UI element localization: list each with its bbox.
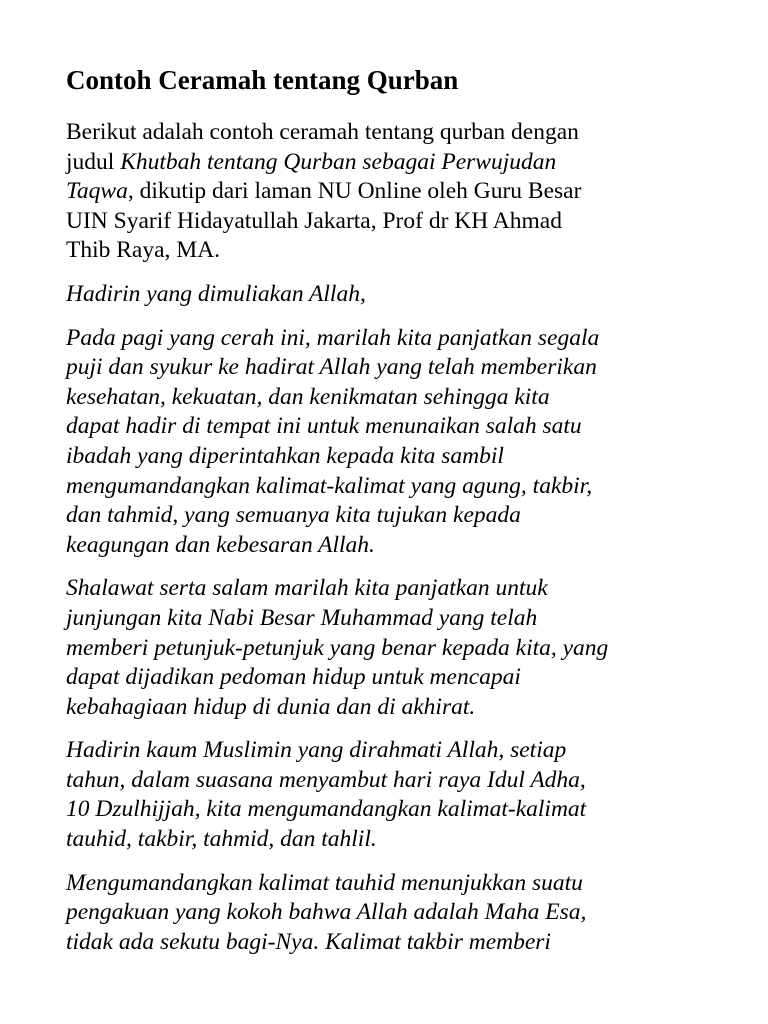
sermon-line: dan tahmid, yang semuanya kita tujukan kepada <box>66 502 521 529</box>
intro-line <box>66 177 704 207</box>
sermon-paragraph <box>66 280 704 310</box>
sermon-paragraph <box>66 869 704 958</box>
intro-line: UIN Syarif Hidayatullah Jakarta, Prof dr KH Ahmad <box>66 207 562 234</box>
sermon-paragraph <box>66 736 704 854</box>
sermon-line: mengumandangkan kalimat-kalimat yang agung, takbir, <box>66 472 593 499</box>
sermon-title-italic: Khutbah tentang Qurban sebagai Perwujudan <box>120 148 557 175</box>
sermon-line: Mengumandangkan kalimat tauhid menunjukkan suatu <box>66 869 583 896</box>
sermon-line: junjungan kita Nabi Besar Muhammad yang telah <box>66 604 538 631</box>
intro-line <box>66 148 704 178</box>
sermon-line: dapat dijadikan pedoman hidup untuk mencapai <box>66 664 521 691</box>
sermon-paragraph <box>66 324 704 561</box>
sermon-line: tauhid, takbir, tahmid, dan tahlil. <box>66 826 377 853</box>
sermon-title-italic: Taqwa <box>66 178 128 205</box>
sermon-line: Shalawat serta salam marilah kita panjatkan untuk <box>66 575 548 602</box>
sermon-line: kebahagiaan hidup di dunia dan di akhirat. <box>66 693 476 720</box>
sermon-line: tidak ada sekutu bagi-Nya. Kalimat takbir memberi <box>66 928 551 955</box>
sermon-line: kesehatan, kekuatan, dan kenikmatan sehingga kita <box>66 383 550 410</box>
intro-line: Thib Raya, MA. <box>66 237 221 264</box>
sermon-line: dapat hadir di tempat ini untuk menunaikan salah satu <box>66 413 582 440</box>
sermon-line: pengakuan yang kokoh bahwa Allah adalah Maha Esa, <box>66 899 587 926</box>
sermon-line: 10 Dzulhijjah, kita mengumandangkan kalimat-kalimat <box>66 796 587 823</box>
sermon-line: Hadirin yang dimuliakan Allah, <box>66 280 366 307</box>
sermon-line: memberi petunjuk-petunjuk yang benar kepada kita, yang <box>66 634 609 661</box>
sermon-line: tahun, dalam suasana menyambut hari raya Idul Adha, <box>66 766 586 793</box>
sermon-line: keagungan dan kebesaran Allah. <box>66 531 375 558</box>
sermon-line: Pada pagi yang cerah ini, marilah kita panjatkan segala <box>66 324 600 351</box>
intro-text: judul <box>66 148 121 175</box>
intro-line: Berikut adalah contoh ceramah tentang qurban dengan <box>66 119 579 145</box>
sermon-line: Hadirin kaum Muslimin yang dirahmati Allah, setiap <box>66 737 567 764</box>
document-title: Contoh Ceramah tentang Qurban <box>66 65 459 95</box>
sermon-paragraph <box>66 574 704 722</box>
intro-text: , dikutip dari laman NU Online oleh Guru Besar <box>127 178 582 205</box>
intro-paragraph <box>66 118 704 266</box>
sermon-line: ibadah yang diperintahkan kepada kita sambil <box>66 442 504 469</box>
sermon-line: puji dan syukur ke hadirat Allah yang telah memberikan <box>66 354 597 381</box>
